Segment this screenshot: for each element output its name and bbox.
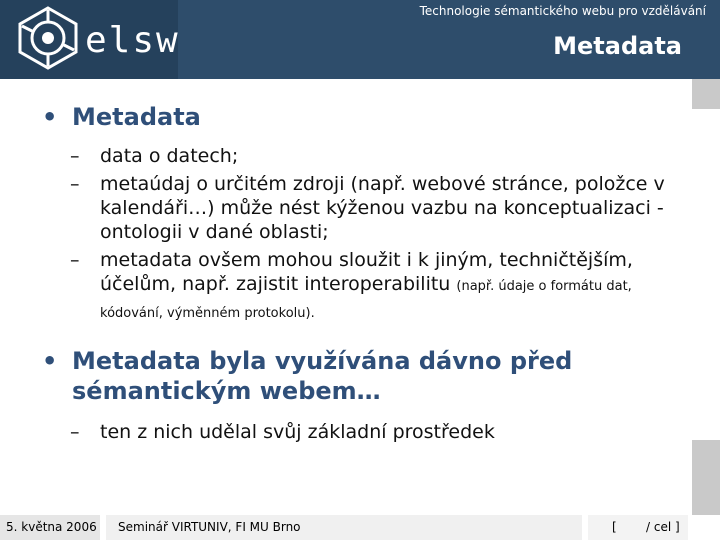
side-decoration [692, 440, 720, 515]
footer-page [588, 515, 688, 540]
side-decoration [692, 79, 720, 109]
page-bracket-open: [ [612, 520, 617, 534]
course-title: Technologie sémantického webu pro vzdělávání [419, 4, 706, 18]
footer-date: 5. května 2006 [0, 515, 100, 540]
bullet-icon: • [42, 347, 58, 375]
slide-content [42, 102, 682, 444]
bullet-history [42, 346, 682, 406]
sub-item-text: data o datech; [100, 145, 239, 167]
slide-footer [0, 515, 720, 540]
logo-text: elsw [85, 20, 180, 61]
title-area [182, 0, 714, 79]
page-bracket-close: / cel ] [646, 520, 680, 534]
slide-header [0, 0, 720, 79]
slide-title: Metadata [553, 32, 682, 60]
sub-item-text: ten z nich udělal svůj základní prostředek [100, 421, 495, 443]
sub-item-text: metadata ovšem mohou sloužit i k jiným, techničtějším, účelům, např. zajistit interoperabilitu [100, 249, 633, 295]
sub-item [42, 172, 682, 244]
dash-icon: – [70, 173, 80, 195]
bullet-icon: • [42, 103, 58, 131]
bullet-text: Metadata byla využívána dávno před sémantickým webem… [72, 347, 573, 405]
bullet-text: Metadata [72, 103, 201, 131]
sub-item [42, 248, 682, 326]
dash-icon: – [70, 145, 80, 167]
elsw-logo-icon [16, 6, 80, 70]
dash-icon: – [70, 249, 80, 271]
sub-item-text: metaúdaj o určitém zdroji (např. webové stránce, položce v kalendáři…) může nést kýženou vazbu na konceptualizaci - ontologii v dané oblasti; [100, 173, 665, 243]
footer-venue: Seminář VIRTUNIV, FI MU Brno [106, 515, 582, 540]
sub-item [42, 420, 682, 444]
bullet-metadata [42, 102, 682, 132]
sub-item [42, 144, 682, 168]
sub-item-note: (např. údaje o formátu dat, kódování, výměnném protokolu). [100, 279, 632, 321]
logo [0, 0, 178, 79]
dash-icon: – [70, 421, 80, 443]
